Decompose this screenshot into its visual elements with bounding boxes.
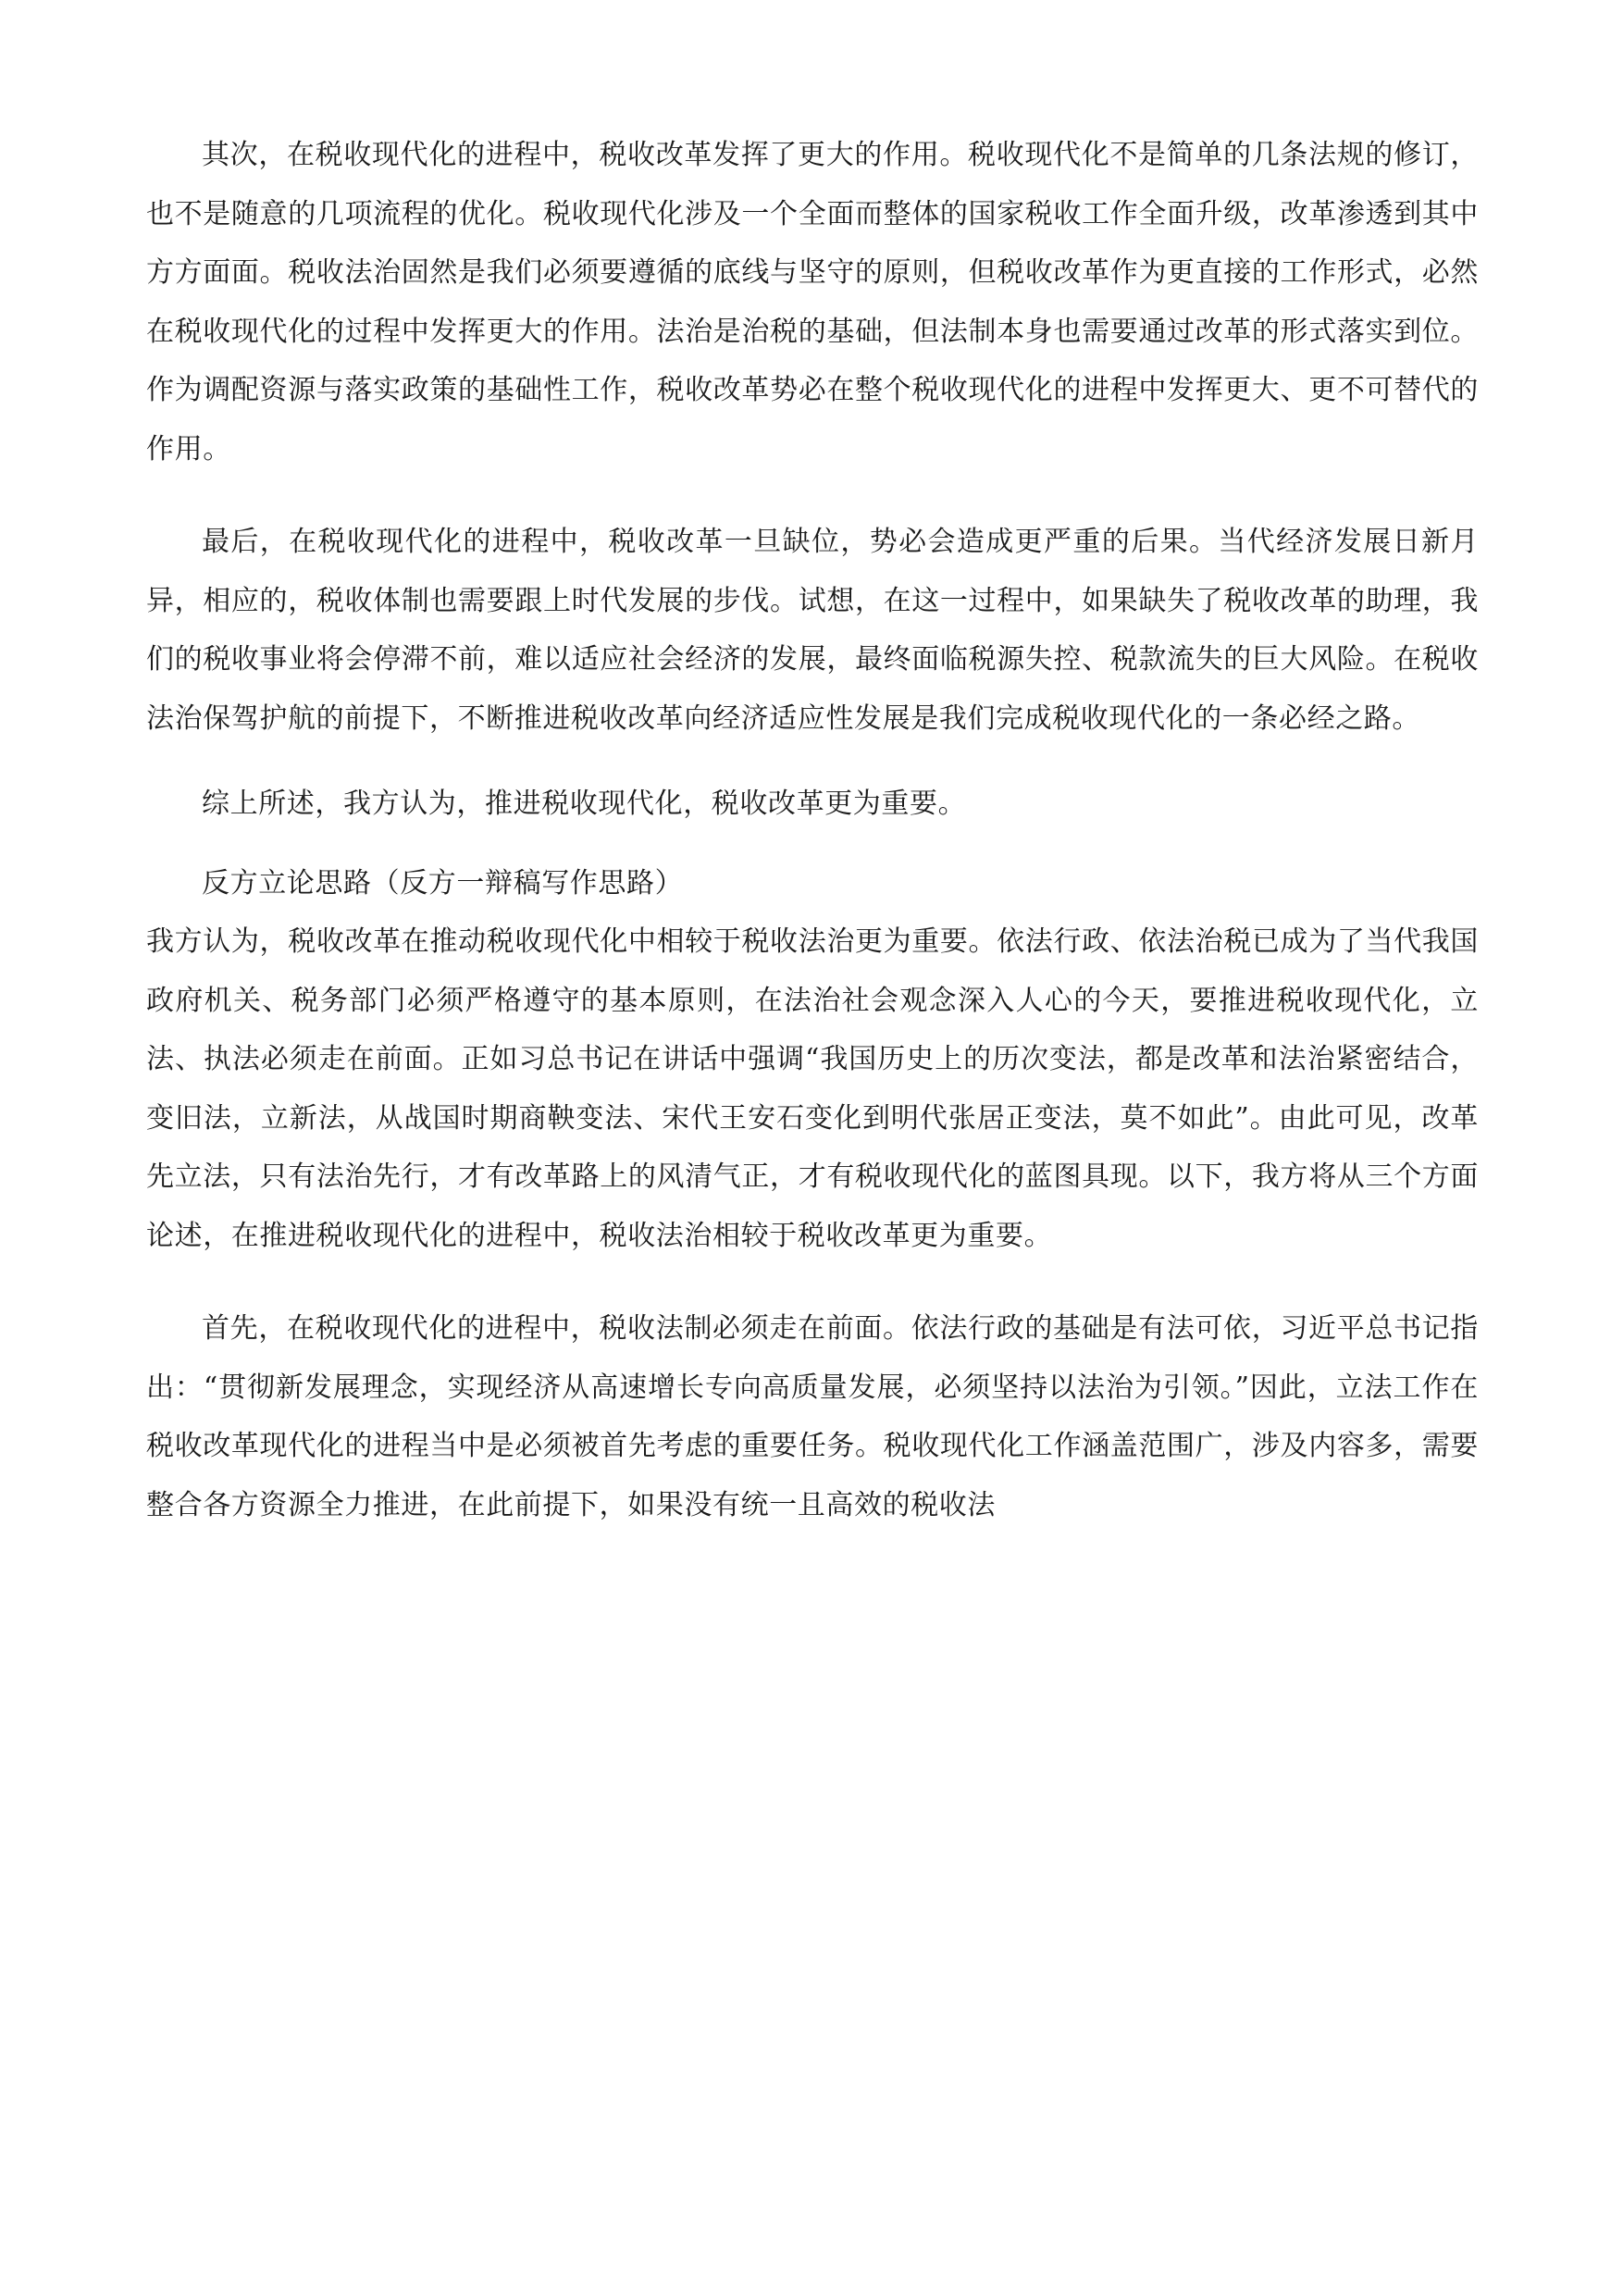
paragraph-conclusion: 综上所述，我方认为，推进税收现代化，税收改革更为重要。 <box>202 788 967 820</box>
section-heading: 反方立论思路（反方一辩稿写作思路） <box>202 866 684 900</box>
document-body <box>146 126 1479 1534</box>
paragraph-reform-absence: 最后，在税收现代化的进程中，税收改革一旦缺位，势必会造成更严重的后果。当代经济发展日新月异，相应的，税收体制也需要跟上时代发展的步伐。试想，在这一过程中，如果缺失了税收改革的助理，我们的税收事业将会停滞不前，难以适应社会经济的发展，最终面临税源失控、税款流失的巨大风险。在税收法治保驾护航的前提下，不断推进税收改革向经济适应性发展是我们完成税收现代化的一条必经之路。 <box>146 526 1479 735</box>
paragraph-first-point: 首先，在税收现代化的进程中，税收法制必须走在前面。依法行政的基础是有法可依，习近平总书记指出：“贯彻新发展理念，实现经济从高速增长专向高质量发展，必须坚持以法治为引领。”因此，立法工作在税收改革现代化的进程当中是必须被首先考虑的重要任务。税收现代化工作涵盖范围广，涉及内容多，需要整合各方资源全力推进，在此前提下，如果没有统一且高效的税收法 <box>146 1312 1479 1521</box>
paragraph-reform-role: 其次，在税收现代化的进程中，税收改革发挥了更大的作用。税收现代化不是简单的几条法规的修订，也不是随意的几项流程的优化。税收现代化涉及一个全面而整体的国家税收工作全面升级，改革渗透到其中方方面面。税收法治固然是我们必须要遵循的底线与坚守的原则，但税收改革作为更直接的工作形式，必然在税收现代化的过程中发挥更大的作用。法治是治税的基础，但法制本身也需要通过改革的形式落实到位。作为调配资源与落实政策的基础性工作，税收改革势必在整个税收现代化的进程中发挥更大、更不可替代的作用。 <box>146 139 1479 465</box>
paragraph-opening-argument: 我方认为，税收改革在推动税收现代化中相较于税收法治更为重要。依法行政、依法治税已成为了当代我国政府机关、税务部门必须严格遵守的基本原则，在法治社会观念深入人心的今天，要推进税收现代化，立法、执法必须走在前面。正如习总书记在讲话中强调“我国历史上的历次变法，都是改革和法治紧密结合，变旧法，立新法，从战国时期商鞅变法、宋代王安石变化到明代张居正变法，莫不如此”。由此可见，改革先立法，只有法治先行，才有改革路上的风清气正，才有税收现代化的蓝图具现。以下，我方将从三个方面论述，在推进税收现代化的进程中，税收法治相较于税收改革更为重要。 <box>146 925 1479 1252</box>
